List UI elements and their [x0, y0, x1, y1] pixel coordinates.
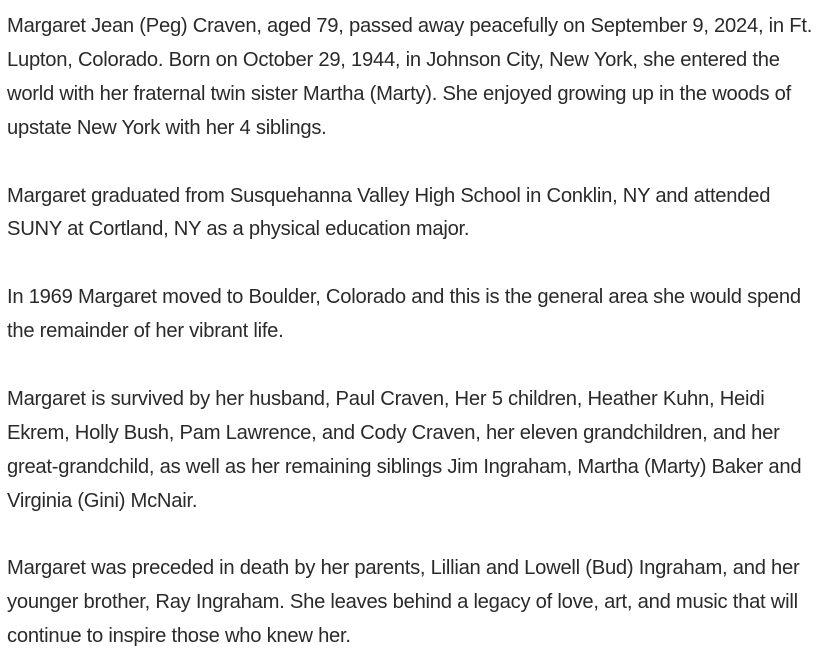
- obituary-paragraph-education: Margaret graduated from Susquehanna Valley High School in Conklin, NY and attended SUNY at Cortland, NY as a physical education major.: [7, 184, 771, 241]
- obituary-paragraph-boulder: In 1969 Margaret moved to Boulder, Colorado and this is the general area she would spend the remainder of her vibrant life.: [7, 286, 801, 343]
- obituary-paragraph-intro: Margaret Jean (Peg) Craven, aged 79, passed away peacefully on September 9, 2024, in Ft. Lupton, Colorado. Born on October 29, 1944, in Johnson City, New York, she entered the world with her fraternal twin sister Martha (Marty). She enjoyed growing up in the woods of upstate New York with her 4 siblings.: [7, 15, 813, 139]
- obituary-paragraph-survivors: Margaret is survived by her husband, Paul Craven, Her 5 children, Heather Kuhn, Heidi Ekrem, Holly Bush, Pam Lawrence, and Cody Craven, her eleven grandchildren, and her great-grandchild, as well as her remaining siblings Jim Ingraham, Martha (Marty) Baker and Virginia (Gini) McNair.: [7, 387, 802, 512]
- obituary-paragraph-legacy: Margaret was preceded in death by her parents, Lillian and Lowell (Bud) Ingraham, and her younger brother, Ray Ingraham. She leaves behind a legacy of love, art, and music that will continue to inspire those who knew her.: [7, 557, 800, 648]
- obituary-text: [7, 10, 829, 654]
